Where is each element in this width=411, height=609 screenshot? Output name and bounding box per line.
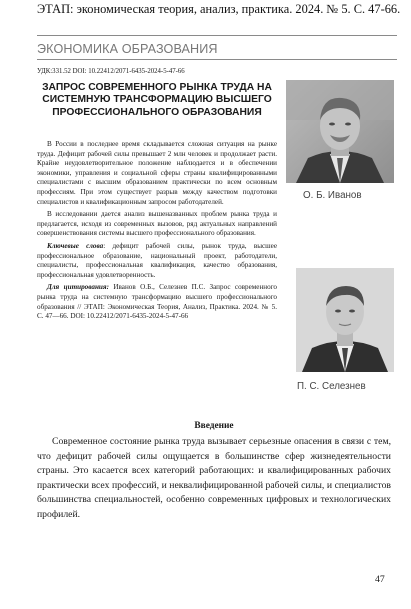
author-photo-ivanov bbox=[286, 80, 394, 183]
keywords-label: Ключевые слова bbox=[47, 241, 104, 250]
section-divider bbox=[37, 59, 397, 60]
journal-citation-header: ЭТАП: экономическая теория, анализ, практика. 2024. № 5. С. 47-66. bbox=[37, 2, 401, 16]
author-name-seleznev: П. С. Селезнев bbox=[297, 381, 366, 392]
author-photo-seleznev bbox=[296, 268, 394, 372]
keywords bbox=[37, 242, 277, 280]
header-divider bbox=[37, 35, 397, 36]
citation bbox=[37, 283, 277, 321]
section-title: ЭКОНОМИКА ОБРАЗОВАНИЯ bbox=[37, 42, 218, 56]
citation-text: Иванов О.Б., Селезнев П.С. Запрос современного рынка труда на системную трансформацию высшего профессионального образования // ЭТАП: Экономическая Теория, Анализ, Практика. 2024. № 5. С. 47—66. DOI: 10.22412/2071-6435-2024-5-47-66 bbox=[37, 283, 277, 321]
abstract-paragraph-2: В исследовании дается анализ вышеназванных проблем рынка труда и предлагается, исходя из современных вызовов, ряд актуальных направлений совершенствования системы высшего профессионального образования. bbox=[37, 210, 277, 238]
abstract-paragraph-1: В России в последнее время складывается сложная ситуация на рынке труда. Дефицит рабочей силы превышает 2 млн человек и продолжает расти. Крайне неудовлетворительное положение наблюдается и в обеспечении экономики, управления и социальной сферы страны квалифицированными специалистами с высшим образованием практически по всем основным профессиям. При этом существует разрыв между качеством подготовки специалистов и квалификационным запросом работодателей. bbox=[37, 140, 277, 206]
keywords-text: : дефицит рабочей силы, рынок труда, высшее профессиональное образование, национальный проект, работодатели, специалисты, профессиональная квалификация, качество образования, профессиональная удовлетворенность. bbox=[37, 241, 277, 279]
introduction-heading: Введение bbox=[194, 421, 234, 431]
page-number: 47 bbox=[375, 574, 385, 585]
introduction-paragraph: Современное состояние рынка труда вызывает серьезные опасения в связи с тем, что дефицит рабочей силы ощущается в большинстве сфер жизнедеятельности страны. Это касается всех категорий работающих: и квалифицированных рабочих практически всех профессий, и неквалифицированной рабочей силы, и специалистов большинства специальностей, особенно современных цифровых и технологических профилей. bbox=[37, 436, 391, 520]
udc-doi-line: УДК:331.52 DOI: 10.22412/2071-6435-2024-5-47-66 bbox=[37, 68, 185, 75]
article-title: ЗАПРОС СОВРЕМЕННОГО РЫНКА ТРУДА НА СИСТЕМНУЮ ТРАНСФОРМАЦИЮ ВЫСШЕГО ПРОФЕССИОНАЛЬНОГО ОБРАЗОВАНИЯ bbox=[42, 82, 272, 118]
introduction-body bbox=[37, 435, 391, 522]
citation-label: Для цитирования: bbox=[47, 283, 109, 292]
author-name-ivanov: О. Б. Иванов bbox=[303, 190, 362, 201]
abstract bbox=[37, 140, 277, 325]
